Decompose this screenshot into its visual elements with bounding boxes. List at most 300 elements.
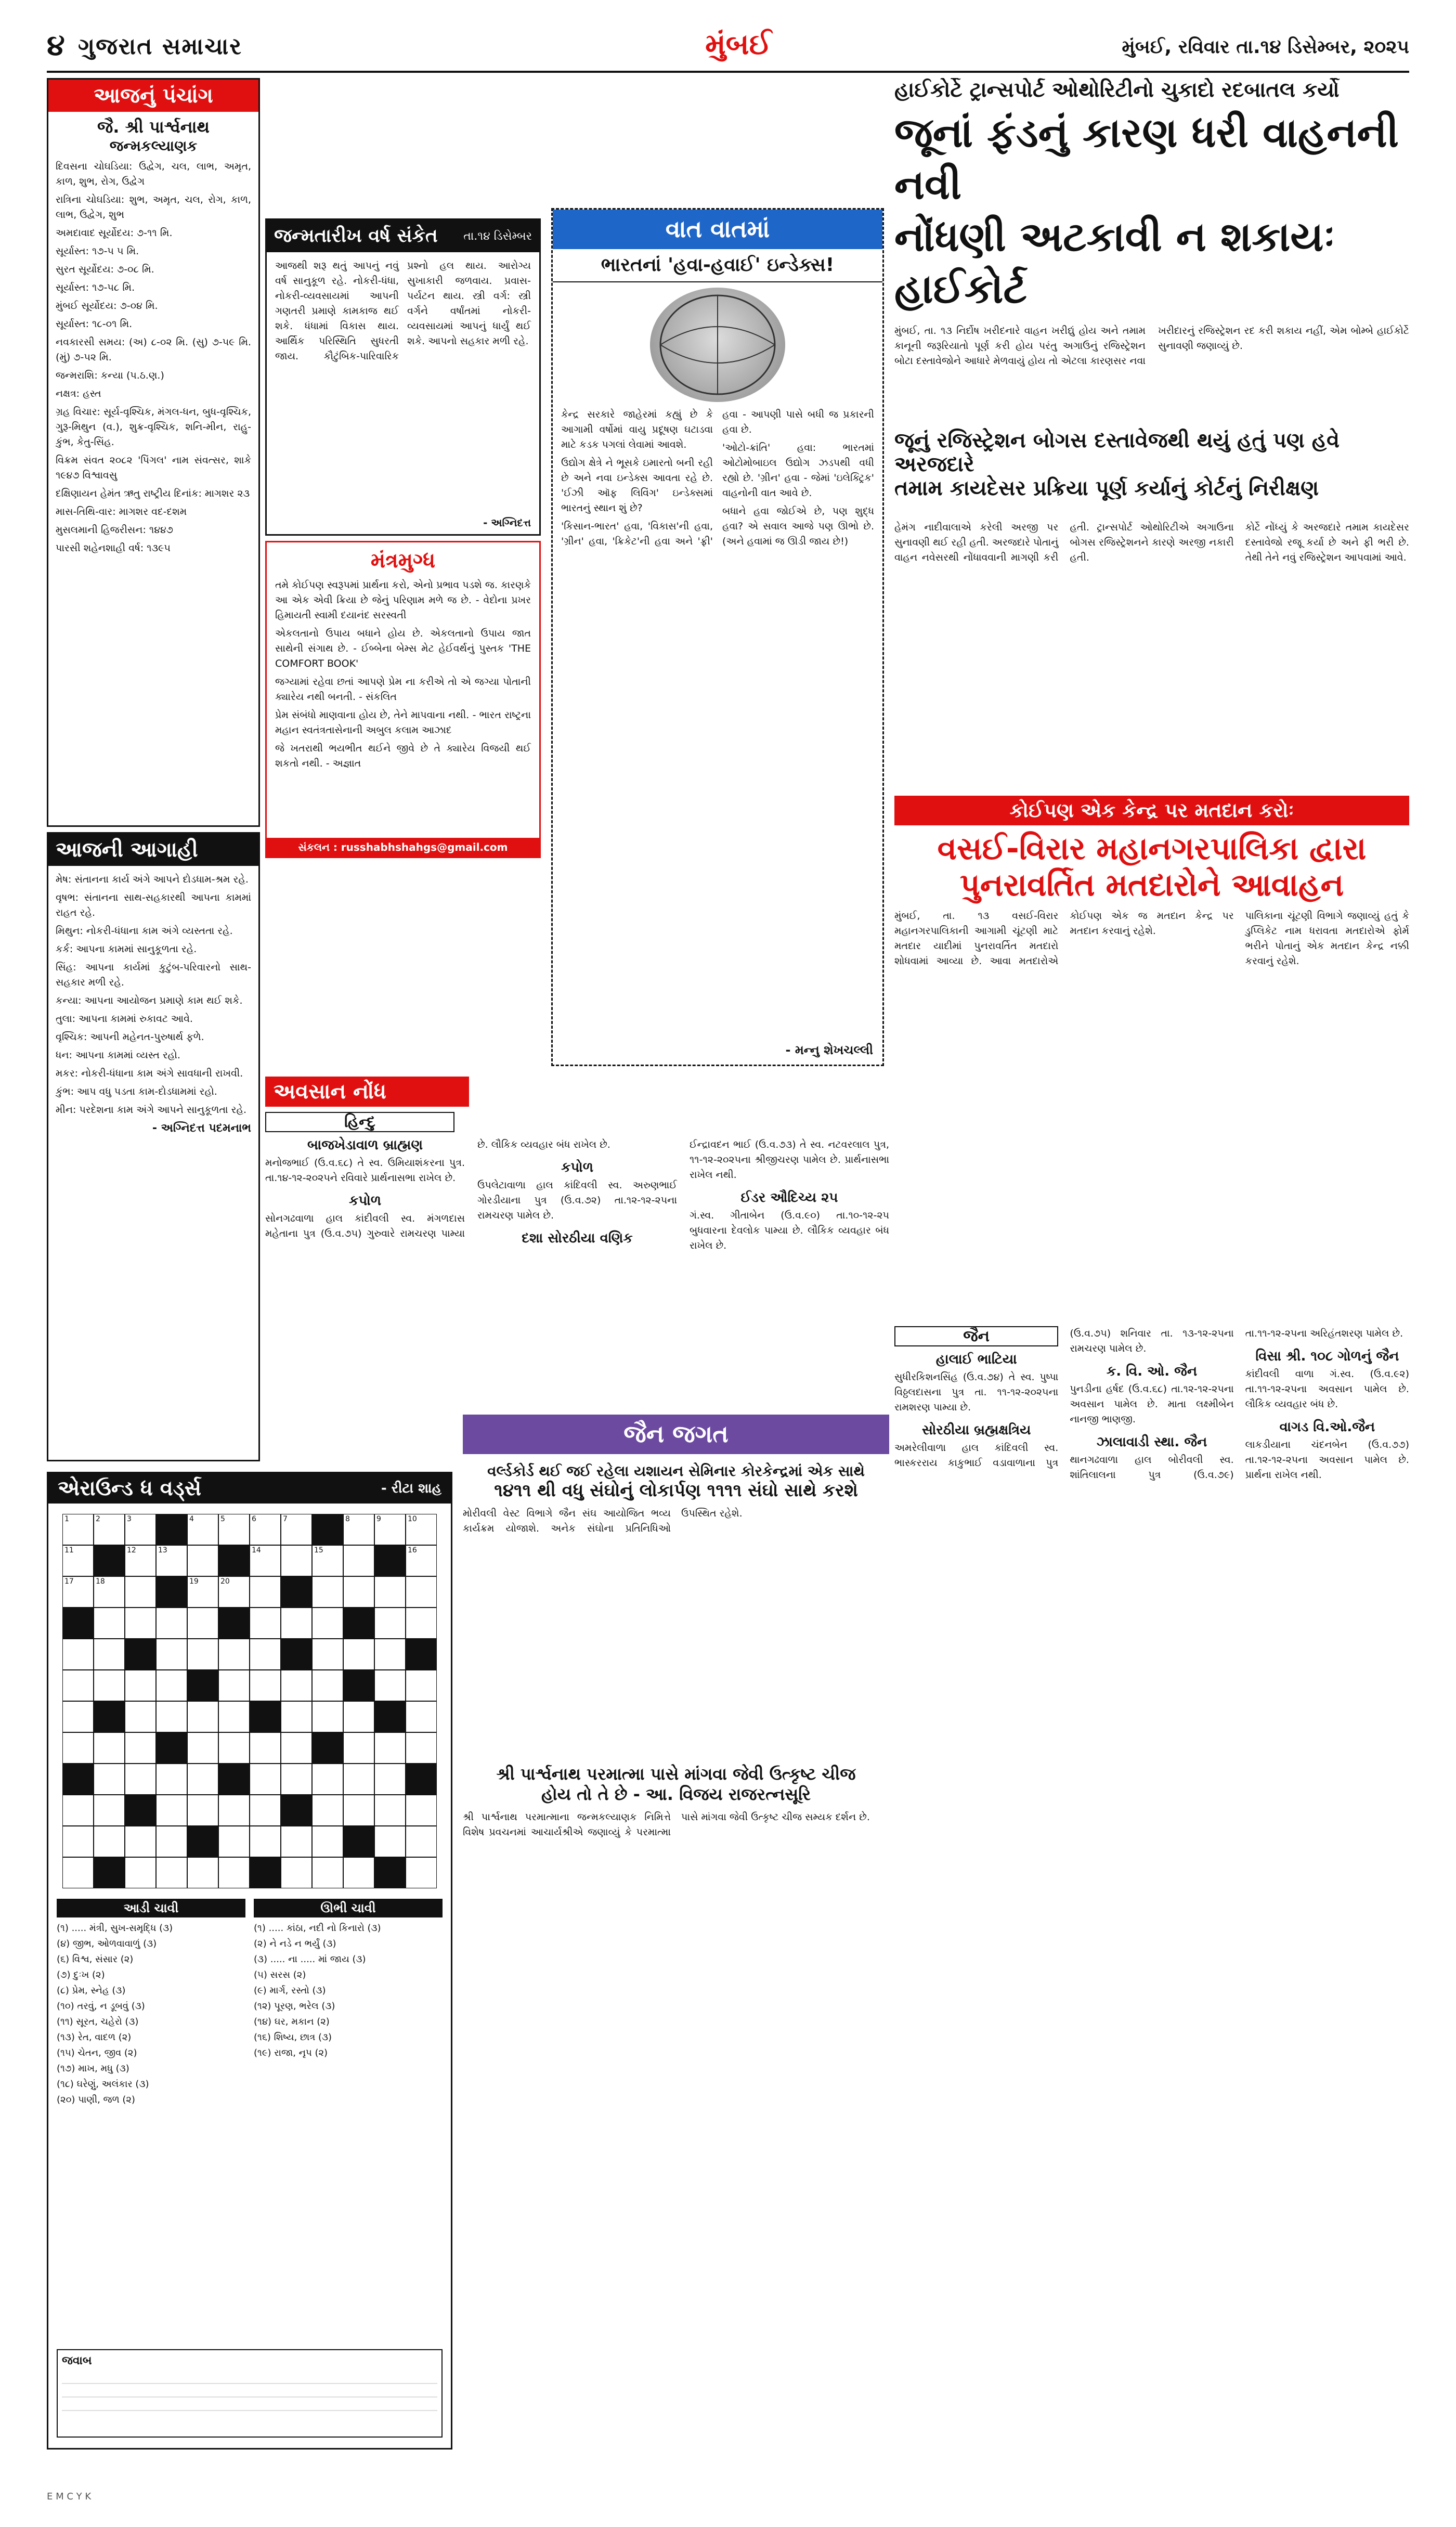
- crossword-cell[interactable]: [374, 1732, 406, 1764]
- panchang-line: મુંબઈ સૂર્યોદય: ૭-૦૪ મિ.: [56, 300, 158, 312]
- jain-headline-3: શ્રી પાર્શ્વનાથ પરમાત્મા પાસે માંગવા જેવી ઉત્કૃષ્ટ ચીજ: [496, 1764, 856, 1784]
- crossword-cell[interactable]: [406, 1701, 437, 1732]
- crossword-cell[interactable]: [156, 1639, 187, 1670]
- rashi-entry: તુલા: આપના કામમાં રુકાવટ આવે.: [56, 1013, 193, 1025]
- crossword-cell[interactable]: [250, 1732, 281, 1764]
- crossword-cell: [94, 1545, 125, 1576]
- crossword-cell: [281, 1639, 312, 1670]
- obit-entry: [1070, 1364, 1233, 1427]
- crossword-cell[interactable]: [62, 1826, 94, 1857]
- crossword-cell[interactable]: [343, 1764, 374, 1795]
- crossword-cell[interactable]: [125, 1608, 156, 1639]
- jain-headline-4: હોય તો તે છે - આ. વિજય રાજરત્નસૂરિ: [541, 1784, 811, 1804]
- crossword-cell[interactable]: [343, 1514, 374, 1545]
- crossword-cell[interactable]: [374, 1576, 406, 1608]
- crossword-cell[interactable]: [187, 1514, 218, 1545]
- across-clue: (૬) વિશ્વ, સંસાર (૨): [57, 1954, 134, 1965]
- obit-jain-label: જૈન: [894, 1326, 1058, 1346]
- across-clue: (૮) પ્રેમ, સ્નેહ (૩): [57, 1985, 126, 1996]
- crossword-cell[interactable]: [62, 1795, 94, 1826]
- cell-number: 5: [220, 1515, 225, 1523]
- obit-entry: [1245, 1349, 1409, 1412]
- crossword-cell[interactable]: [406, 1608, 437, 1639]
- jain-headline-2: ૧૪૧૧ થી વધુ સંઘોનું લોકાર્પણ ૧૧૧૧ સંઘો સાથે કરશે: [494, 1480, 858, 1501]
- across-clue: (૧૩) રેત, વાદળ (૨): [57, 2032, 132, 2043]
- vaat-paragraph: 'કિસાન-ભારત' હવા, 'વિકાસ'ની હવા, 'ગ્રીન' હવા, 'ક્રિકેટ'ની હવા અને 'ફ્રી' હવા - આપણી પાસે બધી જ પ્રકારની હવા છે.: [561, 409, 874, 547]
- crossword-cell: [343, 1608, 374, 1639]
- across-clue: (૭) દુઃખ (૨): [57, 1969, 105, 1980]
- rashi-entry: વૃશ્ચિક: આપની મહેનત-પુરુષાર્થ ફળે.: [56, 1031, 204, 1043]
- crossword-cell[interactable]: [281, 1826, 312, 1857]
- crossword-cell[interactable]: [62, 1857, 94, 1888]
- crossword-cell[interactable]: [343, 1857, 374, 1888]
- obit-text: મનોજભાઈ (ઉ.વ.૬૮) તે સ્વ. ઉમિયાશંકરના પુત્ર. તા.૧૪-૧૨-૨૦૨૫ને રવિવારે પ્રાર્થનાસભા રાખેલ છે.: [265, 1157, 465, 1184]
- lead-body-columns: [894, 520, 1409, 791]
- crossword-cell[interactable]: [187, 1764, 218, 1795]
- jain-headline-1: વર્લ્ડકોર્ડ થઈ જઈ રહેલા યશાયન સેમિનાર કોરકેન્દ્રમાં એક સાથે: [487, 1462, 865, 1480]
- crossword-cell: [187, 1826, 218, 1857]
- vaat-graphic: [650, 288, 785, 402]
- crossword-cell[interactable]: [156, 1857, 187, 1888]
- crossword-title: એરાઉન્ડ ધ વર્ડ્સ: [58, 1476, 202, 1500]
- panchang-line: રાત્રિના ચોઘડિયા: શુભ, અમૃત, ચલ, રોગ, કાળ, લાભ, ઉદ્વેગ, શુભ: [56, 194, 251, 221]
- crossword-cell[interactable]: [281, 1857, 312, 1888]
- agahi-entries: [56, 872, 251, 1118]
- crossword-cell: [125, 1639, 156, 1670]
- crossword-cell[interactable]: [343, 1732, 374, 1764]
- lead-sub-2: તમામ કાયદેસર પ્રક્રિયા પૂર્ણ કર્યાનું કોર્ટનું નિરીક્ષણ: [894, 476, 1319, 500]
- crossword-cell: [250, 1857, 281, 1888]
- rashi-entry: સિંહ: આપના કાર્યમાં કુટુંબ-પરિવારનો સાથ-સહકાર મળી રહે.: [56, 962, 251, 988]
- crossword-cell[interactable]: [312, 1639, 343, 1670]
- crossword-cell: [406, 1764, 437, 1795]
- crossword-cell[interactable]: [94, 1670, 125, 1701]
- crossword-cell[interactable]: [406, 1826, 437, 1857]
- cell-number: 19: [189, 1577, 199, 1586]
- mantra-contact[interactable]: સંકલન : russhabhshahgs@gmail.com: [267, 838, 539, 857]
- crossword-cell[interactable]: [374, 1608, 406, 1639]
- obit-text: કાંદીવલી વાળા ગં.સ્વ. (ઉ.વ.૯૨) તા.૧૧-૧૨-૨૫ના અવસાન પામેલ છે. લૌકિક વ્યવહાર બંધ છે.: [1245, 1368, 1409, 1410]
- crossword-cell[interactable]: [374, 1514, 406, 1545]
- crossword-cell[interactable]: [312, 1826, 343, 1857]
- down-clue: (૩) ..... ના ..... માં જાય (૩): [254, 1954, 366, 1965]
- down-clue: (૨) ને નડે ન ભર્યું (૩): [254, 1938, 336, 1949]
- crossword-cell[interactable]: [94, 1639, 125, 1670]
- obit-text: લાકડીયાના ચંદનબેન (ઉ.વ.૭૭) તા.૧૨-૧૨-૨૫ના અવસાન પામેલ છે. પ્રાર્થના રાખેલ નથી.: [1245, 1439, 1409, 1481]
- vaat-title: વાત વાતમાં: [665, 215, 770, 243]
- crossword-cell[interactable]: [62, 1670, 94, 1701]
- vasai-paragraph: પાલિકાના ચૂંટણી વિભાગે જણાવ્યું હતું કે ડુપ્લિકેટ નામ ધરાવતા મતદારોએ ફોર્મ ભરીને પોતાનું એક મતદાન કેન્દ્ર નક્કી કરવાનું રહેશે.: [1245, 910, 1409, 967]
- vaat-byline: - મન્નુ શેખચલ્લી: [785, 1043, 873, 1057]
- crossword-cell[interactable]: [312, 1576, 343, 1608]
- crossword-cell[interactable]: [218, 1576, 250, 1608]
- cell-number: 6: [252, 1515, 256, 1523]
- down-clue: (૧૯) રાજા, નૃપ (૨): [254, 2047, 328, 2058]
- crossword-cell: [312, 1732, 343, 1764]
- lead-kicker: હાઈકોર્ટે ટ્રાન્સપોર્ટ ઓથોરિટીનો ચુકાદો રદબાતલ કર્યો: [894, 78, 1340, 102]
- crossword-cell[interactable]: [250, 1639, 281, 1670]
- crossword-cell[interactable]: [125, 1514, 156, 1545]
- page-number: ૪: [47, 28, 65, 62]
- crossword-cell[interactable]: [187, 1857, 218, 1888]
- section-title: મુંબઈ: [692, 21, 785, 69]
- cell-number: 18: [96, 1577, 105, 1586]
- mantra-title: મંત્રમુગ્ધ: [370, 549, 436, 573]
- crossword-cell[interactable]: [406, 1795, 437, 1826]
- rashi-entry: વૃષભ: સંતાનના સાથ-સહકારથી આપના કામમાં રાહત રહે.: [56, 892, 251, 918]
- crossword-cell[interactable]: [374, 1670, 406, 1701]
- obit-text: પુનડીના હર્ષદ (ઉ.વ.૬૮) તા.૧૨-૧૨-૨૫ના અવસાન પામેલ છે. માતા લક્ષ્મીબેન નાનજી ભાણજી.: [1070, 1383, 1234, 1425]
- crossword-cell[interactable]: [250, 1576, 281, 1608]
- crossword-cell[interactable]: [125, 1826, 156, 1857]
- across-clue: (૧૧) સૂરત, ચહેરો (૩): [57, 2016, 139, 2027]
- crossword-cell[interactable]: [94, 1732, 125, 1764]
- crossword-cell[interactable]: [94, 1576, 125, 1608]
- crossword-cell[interactable]: [125, 1857, 156, 1888]
- cell-number: 9: [376, 1515, 381, 1523]
- crossword-cell[interactable]: [406, 1514, 437, 1545]
- vaat-paragraph: ઉદ્યોગ ક્ષેત્રે ને ભૂસકે ઇમારતો બની રહી છે અને નવા ઇન્ડેક્સ આવતા રહે છે. 'ઈઝી ઑફ લિવિંગ' ઇન્ડેક્સમાં ભારતનું સ્થાન શું છે?: [561, 457, 713, 514]
- crossword-cell[interactable]: [94, 1608, 125, 1639]
- jain-body-2: [463, 1810, 889, 2278]
- panchang-line: જન્મરાશિ: કન્યા (પ.ઠ.ણ.): [56, 370, 164, 381]
- lead-headline-1: જૂનાં ફંડનું કારણ ધરી વાહનની નવી: [894, 109, 1399, 209]
- crossword-cell: [343, 1826, 374, 1857]
- crossword-cell: [156, 1732, 187, 1764]
- rashi-entry: કન્યા: આપના આયોજન પ્રમાણે કામ થઈ શકે.: [56, 995, 243, 1006]
- down-clue: (૧૪) ઘર, મકાન (૨): [254, 2016, 330, 2027]
- crossword-box: [47, 1472, 452, 2450]
- crossword-cell[interactable]: [281, 1608, 312, 1639]
- janam-byline: - અગ્નિદત્ત: [483, 516, 531, 529]
- obit-community: વાગડ વિ.ઓ.જૈન: [1279, 1419, 1375, 1435]
- crossword-cell[interactable]: [374, 1826, 406, 1857]
- crossword-cell[interactable]: [187, 1795, 218, 1826]
- crossword-cell[interactable]: [156, 1608, 187, 1639]
- crossword-cell[interactable]: [218, 1795, 250, 1826]
- crossword-cell[interactable]: [156, 1795, 187, 1826]
- obit-hindu-label: હિન્દુ: [265, 1112, 454, 1132]
- jain-paragraph: શ્રી પાર્શ્વનાથ પરમાત્માના જન્મકલ્યાણક નિમિત્તે વિશેષ પ્રવચનમાં આચાર્યશ્રીએ જણાવ્યું કે પરમાત્મા પાસે માંગવા જેવી ઉત્કૃષ્ટ ચીજ સમ્યક દર્શન છે.: [463, 1811, 870, 1838]
- crossword-cell[interactable]: [62, 1701, 94, 1732]
- crossword-cell: [62, 1608, 94, 1639]
- rashi-entry: મીન: પરદેશના કામ અંગે આપને સાનુકૂળતા રહે.: [56, 1104, 246, 1116]
- crossword-cell[interactable]: [343, 1576, 374, 1608]
- janam-date: તા.૧૪ ડિસેમ્બર: [463, 229, 532, 243]
- crossword-cell[interactable]: [250, 1826, 281, 1857]
- crossword-cell[interactable]: [406, 1545, 437, 1576]
- obit-community: હાલાઈ ભાટિયા: [935, 1352, 1017, 1367]
- janam-text: આજથી શરૂ થતું આપનું નવું વર્ષ સાનુકૂળ રહે. નોકરી-ધંધા, નોકરી-વ્યવસાયમાં આપની ગણતરી પ્રમાણે કામકાજ થઈ શકે. ધંધામાં વિકાસ થાય. આર્થિક પરિસ્થિતિ સુધરતી જાય. કૌટુંબિક-પારિવારિક પ્રશ્નો હલ થાય. આરોગ્ય સુખાકારી જળવાય. પ્રવાસ-પર્યટન થાય. સ્ત્રી વર્ગ: સ્ત્રી વર્ગને વર્ષાંતમાં નોકરી-વ્યવસાયમાં આપનું ધાર્યું થઈ શકે. આપનો સહકાર મળી રહે.: [275, 260, 531, 362]
- obit-community: ઝાલાવાડી સ્થા. જૈન: [1096, 1434, 1207, 1450]
- cell-number: 4: [189, 1515, 194, 1523]
- vaat-paragraph: કેન્દ્ર સરકારે જાહેરમાં કહ્યું છે કે આગામી વર્ષોમાં વાયુ પ્રદૂષણ ઘટાડવા માટે કડક પગલાં લેવામાં આવશે.: [561, 409, 713, 450]
- down-clue: (૧૬) શિષ્ય, છાત્ર (૩): [254, 2032, 332, 2043]
- vaat-paragraph: બધાને હવા જોઈએ છે, પણ શુદ્ધ હવા? એ સવાલ આજે પણ ઊભો છે. (અને હવામાં જ ઊડી જાય છે!): [722, 506, 874, 547]
- answers-strip: [57, 2349, 443, 2438]
- crossword-cell[interactable]: [312, 1701, 343, 1732]
- jain-body: [463, 1506, 889, 1756]
- crossword-cell[interactable]: [62, 1732, 94, 1764]
- panchang-line: નવકારસી સમય: (અ) ૮-૦૨ મિ. (સુ) ૭-૫૯ મિ. (મું) ૭-૫૨ મિ.: [56, 336, 251, 363]
- panchang-line: પારસી શહેનશાહી વર્ષ: ૧૩૯૫: [56, 542, 171, 554]
- crossword-cell[interactable]: [125, 1732, 156, 1764]
- panchang-line: દિવસના ચોઘડિયા: ઉદ્વેગ, ચલ, લાભ, અમૃત, કાળ, શુભ, રોગ, ઉદ્વેગ: [56, 161, 251, 187]
- vaat-box: [551, 208, 884, 1066]
- cell-number: 8: [345, 1515, 350, 1523]
- crossword-cell[interactable]: [374, 1795, 406, 1826]
- crossword-cell: [156, 1576, 187, 1608]
- crossword-cell[interactable]: [343, 1701, 374, 1732]
- crossword-cell[interactable]: [94, 1826, 125, 1857]
- obit-entries: [265, 1137, 889, 1253]
- cell-number: 13: [158, 1546, 167, 1554]
- vasai-story: [894, 796, 1409, 1316]
- crossword-cell[interactable]: [125, 1701, 156, 1732]
- crossword-cell[interactable]: [343, 1545, 374, 1576]
- janam-header: [267, 220, 539, 252]
- obit-section: [265, 1077, 889, 1409]
- masthead: [47, 21, 1409, 73]
- obit-text: ઈન્દ્રાવદન ભાઈ (ઉ.વ.૭૩) તે સ્વ. નટવરલાલ પુત્ર, ૧૧-૧૨-૨૦૨૫ના શ્રીજીચરણ પામેલ છે. પ્રાર્થનાસભા રાખેલ નથી.: [690, 1139, 889, 1181]
- crossword-cell: [250, 1701, 281, 1732]
- rashi-entry: કુંભ: આપ વધુ પડતા કામ-દોડધામમાં રહો.: [56, 1086, 217, 1097]
- crossword-cell[interactable]: [187, 1576, 218, 1608]
- crossword-cell[interactable]: [281, 1514, 312, 1545]
- crossword-header: [48, 1473, 451, 1504]
- crossword-cell: [94, 1701, 125, 1732]
- panchang-line: નક્ષત્ર: હસ્ત: [56, 388, 101, 399]
- across-clue: (૧૫) ચેતન, જીવ (૨): [57, 2047, 137, 2058]
- cell-number: 3: [127, 1515, 132, 1523]
- crossword-cell[interactable]: [250, 1670, 281, 1701]
- across-clue: (૧૭) માખ, મધુ (૩): [57, 2063, 129, 2074]
- crossword-cell[interactable]: [187, 1608, 218, 1639]
- obit-community: ક. વિ. ઓ. જૈન: [1106, 1364, 1198, 1379]
- panchang-line: સૂર્યાસ્ત: ૧૭-૫૮ મિ.: [56, 282, 135, 293]
- answers-title: જવાબ: [62, 2354, 92, 2367]
- down-clue: (૫) સરસ (૨): [254, 1969, 306, 1980]
- obit-community: બાજખેડાવાળ બ્રાહ્મણ: [307, 1137, 423, 1153]
- panchang-lines: [56, 159, 251, 556]
- crossword-cell[interactable]: [156, 1670, 187, 1701]
- crossword-cell[interactable]: [62, 1576, 94, 1608]
- agahi-byline: - અગ્નિદત્ત પદમનાભ: [152, 1122, 251, 1135]
- lead-story: [894, 78, 1409, 510]
- crossword-cell: [312, 1514, 343, 1545]
- crossword-cell[interactable]: [156, 1545, 187, 1576]
- cell-number: 20: [220, 1577, 230, 1586]
- obit-text: સોનગઢવાળા હાલ કાંદીવલી સ્વ. મંગળદાસ મહેતાના પુત્ર (ઉ.વ.૭૫) ગુરુવારે રામચરણ પામ્યા છે. લૌકિક વ્યવહાર બંધ રાખેલ છે.: [265, 1139, 610, 1239]
- vasai-kicker: કોઈપણ એક કેન્દ્ર પર મતદાન કરોઃ: [894, 796, 1409, 825]
- rashi-entry: મેષ: સંતાનના કાર્ય અંગે આપને દોડધામ-શ્રમ રહે.: [56, 874, 249, 885]
- crossword-cell[interactable]: [312, 1545, 343, 1576]
- panchang-line: માસ-તિથિ-વાર: માગશર વદ-દશમ: [56, 506, 187, 517]
- vasai-paragraph: મુંબઈ, તા. ૧૩ વસઈ-વિરાર મહાનગરપાલિકાની આગામી ચૂંટણી માટે મતદાર યાદીમાં પુનરાવર્તિત મતદારો શોધવામાં આવ્યા છે. આવા મતદારોએ કોઈપણ એક જ મતદાન કેન્દ્ર પર મતદાન કરવાનું રહેશે.: [894, 910, 1234, 967]
- crossword-cell[interactable]: [62, 1514, 94, 1545]
- cell-number: 15: [314, 1546, 323, 1554]
- paper-name: ગુજરાત સમાચાર: [78, 33, 242, 60]
- crossword-cell[interactable]: [250, 1514, 281, 1545]
- crossword-cell[interactable]: [406, 1670, 437, 1701]
- mantra-quote: પ્રેમ સંબંધો માણવાના હોય છે, તેને માપવાના નથી. - ભારત રાષ્ટ્રના મહાન સ્વતંત્રતાસેનાની અબુલ કલામ આઝાદ: [275, 709, 531, 736]
- crossword-cell[interactable]: [250, 1545, 281, 1576]
- crossword-cell[interactable]: [62, 1639, 94, 1670]
- cell-number: 7: [283, 1515, 288, 1523]
- crossword-cell[interactable]: [250, 1795, 281, 1826]
- crossword-cell: [94, 1857, 125, 1888]
- crossword-cell[interactable]: [125, 1545, 156, 1576]
- crossword-grid[interactable]: [62, 1514, 437, 1888]
- obit-entry: [477, 1160, 677, 1223]
- lead-paragraph: મુંબઈ, તા. ૧૩ નિર્દોષ ખરીદનારે વાહન ખરીદ્યું હોય અને તમામ કાનૂની જરૂરિયાતો પૂર્ણ કરી હોય પરંતુ અગાઉનું રજિસ્ટ્રેશન બોટા દસ્તાવેજોને આધારે મેળવાયું હોય તો એટલા કારણસર નવા ખરીદારનું રજિસ્ટ્રેશન રદ કરી શકાય નહીં, એમ બોમ્બે હાઈકોર્ટે સુનાવણી જણાવ્યું છે.: [894, 325, 1409, 367]
- crossword-cell[interactable]: [374, 1639, 406, 1670]
- crossword-cell[interactable]: [94, 1764, 125, 1795]
- down-title: ઊભી ચાવી: [254, 1899, 443, 1917]
- obit-text: ઉપલેટાવાળા હાલ કાંદિવલી સ્વ. અરુણભાઈ ગોરડીયાના પુત્ર (ઉ.વ.૭૨) તા.૧૨-૧૨-૨૫ના રામચરણ પામેલ છે.: [477, 1180, 677, 1221]
- crossword-cell[interactable]: [156, 1701, 187, 1732]
- jain-jagat-title: જૈન જગત: [463, 1415, 889, 1454]
- crossword-cell[interactable]: [281, 1764, 312, 1795]
- janam-title: જન્મતારીખ વર્ષ સંકેત: [274, 225, 438, 247]
- vaat-paragraph: 'ઓટો-ક્રાંતિ' હવા: ભારતમાં ઓટોમોબાઇલ ઉદ્યોગ ઝડપથી વધી રહ્યો છે. 'ગ્રીન' હવા - જેમાં 'ઇલેક્ટ્રિક' વાહનોની વાત આવે છે.: [722, 442, 874, 499]
- crossword-cell[interactable]: [218, 1826, 250, 1857]
- crossword-cell[interactable]: [94, 1795, 125, 1826]
- crossword-cell[interactable]: [406, 1857, 437, 1888]
- crossword-cell[interactable]: [187, 1732, 218, 1764]
- cell-number: 17: [64, 1577, 74, 1586]
- crossword-cell[interactable]: [281, 1545, 312, 1576]
- crossword-cell[interactable]: [343, 1639, 374, 1670]
- crossword-cell[interactable]: [187, 1701, 218, 1732]
- across-clue: (૧) ..... મંત્રી, સુખ-સમૃદ્ધિ (૩): [57, 1923, 173, 1934]
- across-clue: (૧૦) તરવું, ન ડૂબવું (૩): [57, 2001, 145, 2012]
- crossword-cell[interactable]: [125, 1576, 156, 1608]
- crossword-cell: [374, 1701, 406, 1732]
- obit-community: વિસા શ્રી. ૧૦૮ ગોળનું જૈન: [1255, 1349, 1399, 1364]
- panchang-line: મુસલમાની હિજરીસન: ૧૪૪૭: [56, 524, 173, 536]
- crossword-cell[interactable]: [218, 1514, 250, 1545]
- crossword-cell[interactable]: [281, 1670, 312, 1701]
- lead-body-intro: [894, 323, 1409, 422]
- obit-entry: [690, 1190, 889, 1253]
- mantra-quotes: [275, 578, 531, 771]
- crossword-cell[interactable]: [312, 1857, 343, 1888]
- crossword-cell[interactable]: [406, 1732, 437, 1764]
- vasai-headline-1: વસઈ-વિરાર મહાનગરપાલિકા દ્વારા: [937, 831, 1367, 867]
- mantra-box: [265, 541, 541, 858]
- vaat-header: [553, 210, 882, 249]
- rashi-entry: ધન: આપના કામમાં વ્યસ્ત રહો.: [56, 1049, 180, 1061]
- crossword-cell[interactable]: [156, 1764, 187, 1795]
- mantra-quote: એકલતાનો ઉપાય બધાને હોય છે. એકલતાનો ઉપાય જાત સાથેની સંગાથ છે. - ઈબ્બેના બેમ્સ મેટ હેઈવર્થનું પુસ્તક 'THE COMFORT BOOK': [275, 628, 531, 669]
- crossword-cell[interactable]: [218, 1670, 250, 1701]
- obit-text: સુધીરકિશનસિંહ (ઉ.વ.૭૪) તે સ્વ. પુષ્પા વિઠ્ઠલદાસના પુત્ર તા. ૧૧-૧૨-૨૦૨૫ના રામશરણ પામ્યા છે.: [894, 1371, 1059, 1413]
- obit-right-columns: [894, 1326, 1409, 2450]
- date-line: મુંબઈ, રવિવાર તા.૧૪ ડિસેમ્બર, ૨૦૨૫: [1122, 36, 1409, 58]
- vasai-body: [894, 909, 1409, 1117]
- obit-text: અમરેલીવાળા હાલ કાંદિવલી સ્વ. ભાસ્કરરાય કાકુભાઈ વડાવાળાના પુત્ર (ઉ.વ.૭૫) શનિવાર તા. ૧૩-૧૨-૨૫ના રામચરણ પામેલ છે.: [894, 1328, 1234, 1469]
- crossword-cell[interactable]: [250, 1608, 281, 1639]
- crossword-cell[interactable]: [374, 1764, 406, 1795]
- agahi-title: આજની આગાહી: [48, 834, 258, 866]
- cell-number: 11: [64, 1546, 74, 1554]
- crossword-cell[interactable]: [62, 1545, 94, 1576]
- crossword-cell[interactable]: [218, 1732, 250, 1764]
- rashi-entry: મકર: નોકરી-ધંધાના કામ અંગે સાવધાની રાખવી.: [56, 1068, 243, 1079]
- crossword-cell[interactable]: [312, 1795, 343, 1826]
- footer-code: E M C Y K: [47, 2491, 92, 2502]
- crossword-cell[interactable]: [156, 1826, 187, 1857]
- obit-entry: [894, 1352, 1058, 1415]
- crossword-cell: [374, 1857, 406, 1888]
- across-clue: (૨૦) પાણી, જળ (૨): [57, 2094, 135, 2105]
- panchang-line: સુરત સૂર્યોદય: ૭-૦૮ મિ.: [56, 264, 154, 275]
- crossword-cell[interactable]: [187, 1545, 218, 1576]
- obit-text: ગં.સ્વ. ગીતાબેન (ઉ.વ.૯૦) તા.૧૦-૧૨-૨૫ બુધવારના દેવલોક પામ્યા છે. લૌકિક વ્યવહાર બંધ રાખેલ છે.: [690, 1210, 889, 1251]
- panchang-subtitle: જન્મકલ્યાણક: [109, 137, 198, 154]
- panchang-line: સૂર્યાસ્ત: ૧૮-૦૧ મિ.: [56, 318, 133, 330]
- panchang-box: [47, 78, 260, 827]
- crossword-cell[interactable]: [281, 1732, 312, 1764]
- crossword-cell[interactable]: [312, 1764, 343, 1795]
- down-clue: (૧૨) પૂરણ, ભરેલ (૩): [254, 2001, 335, 2012]
- panchang-line: ગ્રહ વિચાર: સૂર્ય-વૃશ્ચિક, મંગલ-ધન, બુધ-વૃશ્ચિક, ગુરૂ-મિથુન (વ.), શુક્ર-વૃશ્ચિક, શનિ-મીન, રાહુ-કુંભ, કેતુ-સિંહ.: [56, 406, 251, 448]
- crossword-cell: [218, 1608, 250, 1639]
- crossword-cell[interactable]: [125, 1764, 156, 1795]
- mantra-quote: તમે કોઈપણ સ્વરૂપમાં પ્રાર્થના કરો, એનો પ્રભાવ પડશે જ. કારણકે આ એક એવી ક્રિયા છે જેનું પરિણામ મળે જ છે. - વેદોના પ્રખર હિમાયતી સ્વામી દયાનંદ સરસ્વતી: [275, 579, 531, 621]
- cell-number: 10: [408, 1515, 417, 1523]
- crossword-cell[interactable]: [343, 1795, 374, 1826]
- crossword-cell[interactable]: [250, 1764, 281, 1795]
- obit-entry: [265, 1137, 465, 1186]
- crossword-cell[interactable]: [187, 1639, 218, 1670]
- crossword-cell[interactable]: [406, 1576, 437, 1608]
- crossword-cell[interactable]: [218, 1639, 250, 1670]
- crossword-cell: [156, 1514, 187, 1545]
- panchang-line: વિક્રમ સંવત ૨૦૮૨ 'પિંગલ' નામ સંવત્સર, શાકે ૧૯૪૭ વિશ્વાવસુ: [56, 455, 251, 481]
- crossword-cell[interactable]: [312, 1608, 343, 1639]
- panchang-deity: જૈ. શ્રી પાર્શ્વનાથ: [97, 117, 210, 137]
- crossword-cell: [218, 1545, 250, 1576]
- vasai-headline-2: પુનરાવર્તિત મતદારોને આવાહન: [959, 867, 1344, 903]
- obit-community: ઈડર ઔદિચ્ય ૨૫: [740, 1190, 838, 1206]
- obit-header: અવસાન નોંધ: [265, 1077, 469, 1107]
- panchang-line: દક્ષિણાયન હેમંત ઋતુ રાષ્ટ્રીય દિનાંક: માગશર ૨૩: [56, 488, 250, 499]
- lead-sub-1: જૂનું રજિસ્ટ્રેશન બોગસ દસ્તાવેજથી થયું હતું પણ હવે અરજદારે: [894, 429, 1340, 476]
- crossword-cell: [62, 1764, 94, 1795]
- crossword-cell[interactable]: [218, 1701, 250, 1732]
- lead-headline-2: નોંધણી અટકાવી ન શકાયઃ હાઈકોર્ટ: [894, 213, 1335, 313]
- panchang-line: સૂર્યાસ્ત: ૧૭-૫ ૫ મિ.: [56, 245, 139, 257]
- crossword-cell[interactable]: [281, 1701, 312, 1732]
- jain-jagat-section: [463, 1415, 889, 2455]
- across-clue: (૪) જીભ, ઓળવાવાળું (૩): [57, 1938, 157, 1949]
- obit-community: કપોળ: [561, 1160, 593, 1175]
- crossword-cell: [125, 1795, 156, 1826]
- crossword-cell: [218, 1764, 250, 1795]
- crossword-cell[interactable]: [94, 1514, 125, 1545]
- lead-paragraph: કોર્ટે નોંધ્યું કે અરજદારે તમામ કાયદેસર દસ્તાવેજો રજૂ કર્યા છે અને ફી ભરી છે. તેથી તેને નવું રજિસ્ટ્રેશન આપવામાં આવે.: [1245, 522, 1409, 563]
- obit-text: થાનગઢવાળા હાલ બોરીવલી સ્વ. શાંતિલાલના પુત્ર (ઉ.વ.૭૯) તા.૧૧-૧૨-૨૫ના અરિહંતશરણ પામેલ છે.: [1070, 1328, 1403, 1481]
- crossword-cell: [187, 1670, 218, 1701]
- crossword-cell[interactable]: [125, 1670, 156, 1701]
- obit-community: કપોળ: [348, 1193, 381, 1209]
- crossword-cell: [343, 1670, 374, 1701]
- crossword-cell[interactable]: [312, 1670, 343, 1701]
- rashi-entry: કર્ક: આપના કામમાં સાનુકૂળતા રહે.: [56, 943, 197, 955]
- crossword-cell[interactable]: [218, 1857, 250, 1888]
